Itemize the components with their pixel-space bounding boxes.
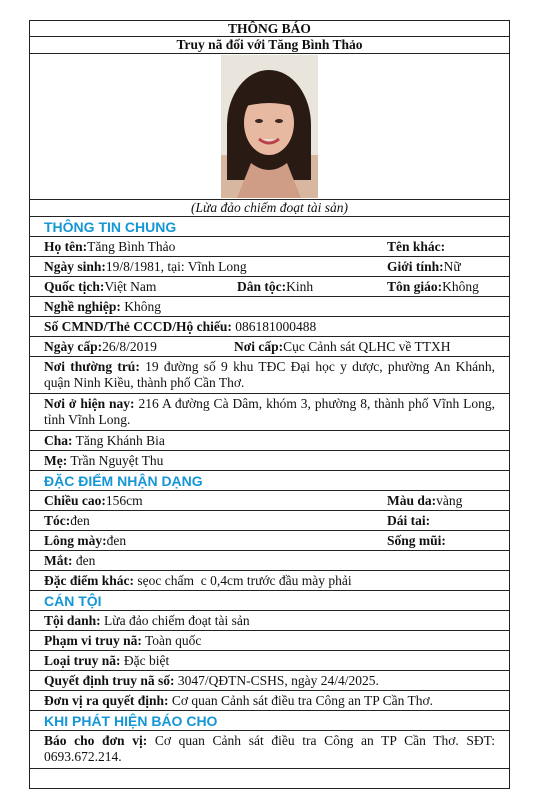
field-hair <box>44 511 90 530</box>
religion-label: Tôn giáo: <box>387 278 443 294</box>
nationality-label: Quốc tịch: <box>44 278 105 294</box>
wanted-type-label: Loại truy nã: <box>44 652 121 668</box>
decision-label: Quyết định truy nã số: <box>44 672 175 688</box>
row-occupation <box>29 297 510 317</box>
row-eyebrows <box>29 531 510 551</box>
row-empty-footer <box>29 769 510 789</box>
other-features-label: Đặc điểm khác: <box>44 572 134 588</box>
row-other-features <box>29 571 510 591</box>
row-eyes <box>29 551 510 571</box>
row-decision <box>29 671 510 691</box>
field-gender <box>387 257 461 276</box>
notice-title: THÔNG BÁO <box>228 20 311 36</box>
row-nationality <box>29 277 510 297</box>
charge-label: Tội danh: <box>44 612 101 628</box>
issuing-unit-label: Đơn vị ra quyết định: <box>44 692 169 708</box>
eyes-label: Mắt: <box>44 552 73 568</box>
photo-row <box>29 54 510 200</box>
nose-label: Sống mũi: <box>387 532 446 548</box>
section-crime <box>29 591 510 611</box>
occupation-label: Nghề nghiệp: <box>44 298 121 314</box>
issue-date-label: Ngày cấp: <box>44 338 103 354</box>
row-permanent-address <box>29 357 510 394</box>
religion-value: Không <box>442 278 479 294</box>
section-general <box>29 217 510 237</box>
section-features <box>29 471 510 491</box>
charge-caption: (Lừa đảo chiếm đoạt tài sản) <box>191 200 348 215</box>
hair-label: Tóc: <box>44 512 71 528</box>
field-alias <box>387 237 445 256</box>
field-nose <box>387 531 446 550</box>
ethnicity-label: Dân tộc: <box>237 278 287 294</box>
portrait-image <box>221 55 318 198</box>
alias-label: Tên khác: <box>387 238 446 254</box>
row-dob <box>29 257 510 277</box>
row-charge <box>29 611 510 631</box>
section-crime-title: CÁN TỘI <box>44 592 102 609</box>
field-name <box>44 237 175 256</box>
field-religion <box>387 277 479 296</box>
eyebrows-value: đen <box>106 532 127 548</box>
current-address-value: 216 A đường Cà Dâm, khóm 3, phường 8, thành phố Vĩnh Long, tỉnh Vĩnh Long. <box>44 396 496 427</box>
height-value: 156cm <box>105 492 143 508</box>
id-value: 086181000488 <box>231 318 317 334</box>
occupation-value: Không <box>120 298 162 314</box>
notice-subtitle-row <box>29 37 510 54</box>
current-address-label: Nơi ở hiện nay: <box>44 396 135 411</box>
wanted-type-value: Đặc biệt <box>120 652 170 668</box>
row-father <box>29 431 510 451</box>
row-issuing-unit <box>29 691 510 711</box>
permanent-address-label: Nơi thường trú: <box>44 359 140 374</box>
eyes-value: đen <box>72 552 96 568</box>
row-hair <box>29 511 510 531</box>
father-value: Tăng Khánh Bia <box>72 432 165 448</box>
dob-label: Ngày sinh: <box>44 258 106 274</box>
skin-label: Màu da: <box>387 492 437 508</box>
row-height <box>29 491 510 511</box>
section-general-title: THÔNG TIN CHUNG <box>44 218 177 235</box>
field-height <box>44 491 143 510</box>
field-issue-place <box>234 337 450 356</box>
decision-value: 3047/QĐTN-CSHS, ngày 24/4/2025. <box>174 672 379 688</box>
field-earlobe <box>387 511 430 530</box>
suspect-photo <box>221 55 318 198</box>
notice-title-row <box>29 20 510 37</box>
section-report-title: KHI PHÁT HIỆN BÁO CHO <box>44 712 218 729</box>
section-report <box>29 711 510 731</box>
field-ethnicity <box>237 277 313 296</box>
notice-subtitle: Truy nã đối với Tăng Bình Thảo <box>176 37 363 52</box>
height-label: Chiều cao: <box>44 492 106 508</box>
wanted-notice <box>29 20 510 789</box>
gender-label: Giới tính: <box>387 258 444 274</box>
field-dob <box>44 257 247 276</box>
skin-value: vàng <box>436 492 463 508</box>
field-issue-date <box>44 337 157 356</box>
section-features-title: ĐẶC ĐIỂM NHẬN DẠNG <box>44 472 203 489</box>
report-to-value: Cơ quan Cảnh sát điều tra Công an TP Cần Thơ. SĐT: 0693.672.214. <box>44 733 495 764</box>
row-name <box>29 237 510 257</box>
issue-place-value: Cục Cảnh sát QLHC về TTXH <box>283 338 451 354</box>
issue-place-label: Nơi cấp: <box>234 338 284 354</box>
issuing-unit-value: Cơ quan Cảnh sát điều tra Công an TP Cần Thơ. <box>168 692 434 708</box>
row-issue <box>29 337 510 357</box>
hair-value: đen <box>70 512 90 528</box>
nationality-value: Việt Nam <box>104 278 157 294</box>
eyebrows-label: Lông mày: <box>44 532 107 548</box>
scope-label: Phạm vi truy nã: <box>44 632 142 648</box>
permanent-address-value: 19 đường số 9 khu TĐC Đại học y dược, phường An Khánh, quận Ninh Kiều, thành phố Cần Thơ. <box>44 359 495 390</box>
row-wanted-type <box>29 651 510 671</box>
row-report-to <box>29 731 510 769</box>
field-skin <box>387 491 462 510</box>
row-id <box>29 317 510 337</box>
field-eyebrows <box>44 531 126 550</box>
field-nationality <box>44 277 156 296</box>
report-to-label: Báo cho đơn vị: <box>44 733 148 748</box>
charge-value: Lừa đảo chiếm đoạt tài sản <box>100 612 250 628</box>
dob-value: 19/8/1981, tại: Vĩnh Long <box>105 258 247 274</box>
row-scope <box>29 631 510 651</box>
name-value: Tăng Bình Thảo <box>87 238 176 254</box>
name-label: Họ tên: <box>44 238 88 254</box>
scope-value: Toàn quốc <box>141 632 202 648</box>
row-mother <box>29 451 510 471</box>
mother-label: Mẹ: <box>44 452 68 468</box>
id-label: Số CMND/Thẻ CCCD/Hộ chiếu: <box>44 318 232 334</box>
ethnicity-value: Kinh <box>286 278 314 294</box>
other-features-value: sẹoc chấm c 0,4cm trước đầu mày phải <box>134 572 352 588</box>
charge-caption-row <box>29 200 510 217</box>
gender-value: Nữ <box>443 258 461 274</box>
issue-date-value: 26/8/2019 <box>102 338 157 354</box>
earlobe-label: Dái tai: <box>387 512 431 528</box>
row-current-address <box>29 394 510 431</box>
father-label: Cha: <box>44 432 73 448</box>
mother-value: Trần Nguyệt Thu <box>67 452 164 468</box>
